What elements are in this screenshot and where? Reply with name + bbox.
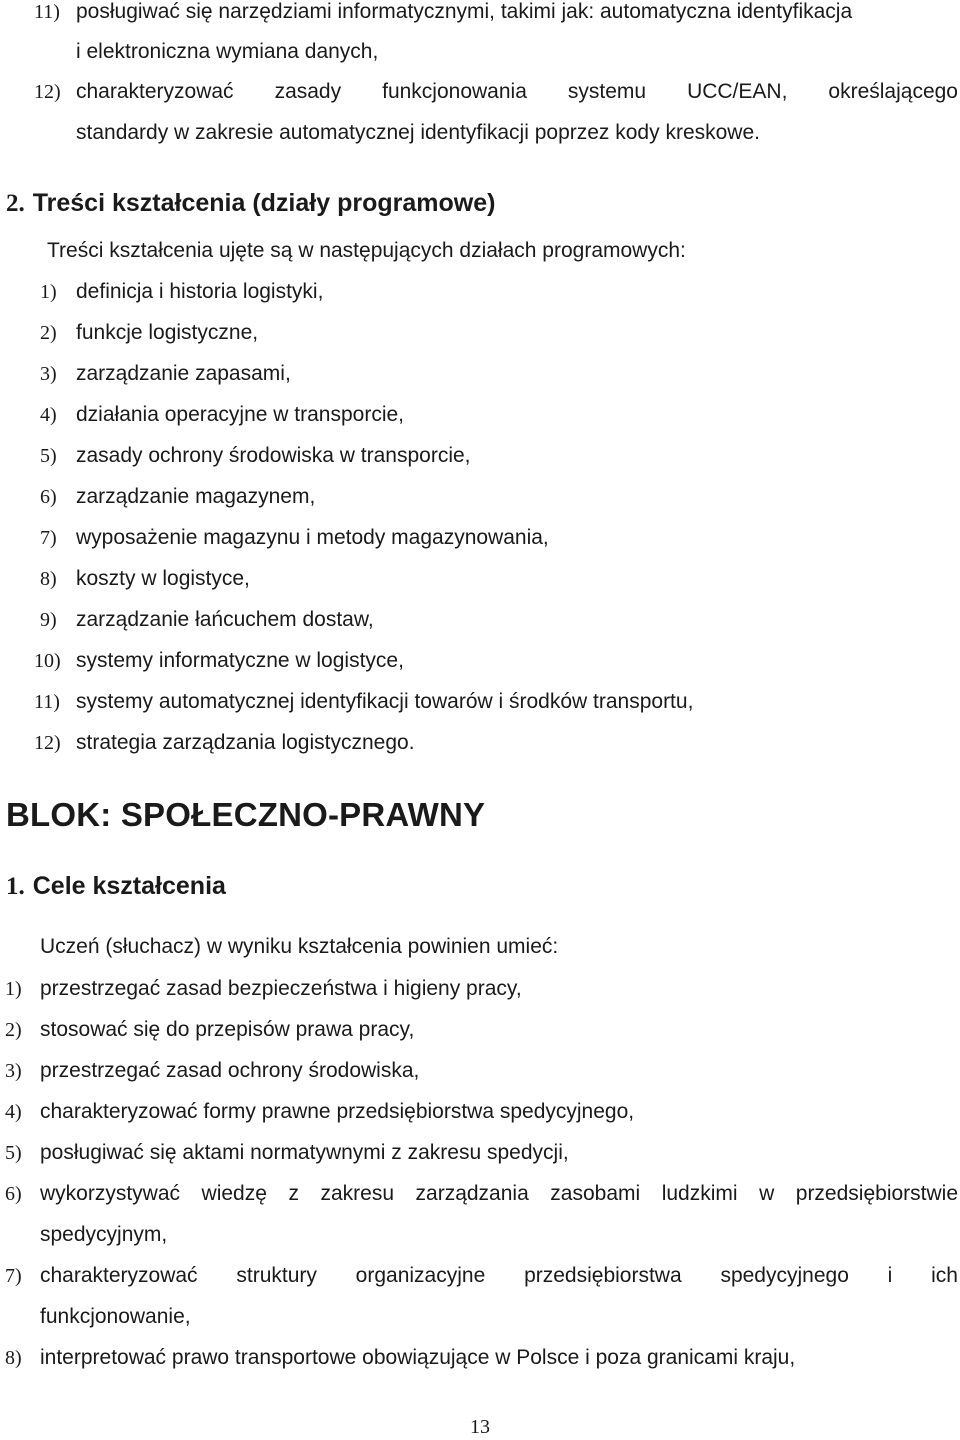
list-item: działania operacyjne w transporcie, <box>76 403 405 426</box>
list-item-line: wykorzystywać wiedzę z zakresu zarządzania zasobami ludzkimi w przedsiębiorstwie <box>40 1182 958 1205</box>
list-item: funkcje logistyczne, <box>76 321 259 344</box>
list-item-number: 3) <box>5 1060 22 1082</box>
block-heading: BLOK: SPOŁECZNO-PRAWNY <box>6 796 486 833</box>
section-number: 1. <box>6 873 25 900</box>
list-item: przestrzegać zasad ochrony środowiska, <box>40 1059 420 1082</box>
list-item: systemy automatycznej identyfikacji towarów i środków transportu, <box>76 690 694 713</box>
list-item-number: 2) <box>40 322 57 344</box>
list-item-number: 6) <box>5 1183 22 1205</box>
list-item-number: 5) <box>5 1142 22 1164</box>
list-item: zarządzanie magazynem, <box>76 485 316 508</box>
list-item-number: 10) <box>34 650 61 672</box>
list-item: posługiwać się aktami normatywnymi z zakresu spedycji, <box>40 1141 569 1164</box>
list-item-line: spedycyjnym, <box>40 1223 168 1246</box>
list-item-number: 9) <box>40 609 57 631</box>
list-item: wyposażenie magazynu i metody magazynowania, <box>76 526 549 549</box>
list-item: systemy informatyczne w logistyce, <box>76 649 404 672</box>
section-heading <box>6 871 226 902</box>
list-item-text <box>76 0 958 25</box>
list-item: zarządzanie zapasami, <box>76 362 291 385</box>
list-item-number: 8) <box>40 568 57 590</box>
list-item-number: 12) <box>34 81 61 103</box>
list-item-number: 4) <box>5 1101 22 1123</box>
list-item: strategia zarządzania logistycznego. <box>76 731 415 754</box>
list-item-line: standardy w zakresie automatycznej identyfikacji poprzez kody kreskowe. <box>76 121 760 144</box>
list-item-number: 7) <box>5 1265 22 1287</box>
list-item-line: funkcjonowanie, <box>40 1305 191 1328</box>
list-item-number: 5) <box>40 445 57 467</box>
list-item-number: 3) <box>40 363 57 385</box>
list-item-line: i elektroniczna wymiana danych, <box>76 40 379 63</box>
list-item-number: 8) <box>5 1347 22 1369</box>
section-title: Treści kształcenia (działy programowe) <box>32 189 496 217</box>
section-heading <box>6 188 495 219</box>
list-item: zarządzanie łańcuchem dostaw, <box>76 608 374 631</box>
list-item-number: 6) <box>40 486 57 508</box>
list-item-number: 2) <box>5 1019 22 1041</box>
list-item: charakteryzować formy prawne przedsiębiorstwa spedycyjnego, <box>40 1100 635 1123</box>
list-item: przestrzegać zasad bezpieczeństwa i higieny pracy, <box>40 977 522 1000</box>
section-number: 2. <box>6 190 25 217</box>
page-number: 13 <box>470 1416 490 1438</box>
list-item-number: 12) <box>34 732 61 754</box>
list-item-number: 1) <box>5 978 22 1000</box>
list-item: definicja i historia logistyki, <box>76 280 324 303</box>
list-item-line: posługiwać się narzędziami informatycznymi, takimi jak: automatyczna identyfikacja <box>76 0 853 23</box>
section-intro: Treści kształcenia ujęte są w następujących działach programowych: <box>47 239 686 262</box>
list-item: zasady ochrony środowiska w transporcie, <box>76 444 471 467</box>
list-item: stosować się do przepisów prawa pracy, <box>40 1018 415 1041</box>
list-item-number: 7) <box>40 527 57 549</box>
list-item: interpretować prawo transportowe obowiązujące w Polsce i poza granicami kraju, <box>40 1346 796 1369</box>
list-item-number: 11) <box>34 1 60 23</box>
list-item-line: charakteryzować zasady funkcjonowania systemu UCC/EAN, określającego <box>76 80 958 103</box>
list-item-line: charakteryzować struktury organizacyjne przedsiębiorstwa spedycyjnego i ich <box>40 1264 958 1287</box>
section-title: Cele kształcenia <box>32 872 226 900</box>
section-intro: Uczeń (słuchacz) w wyniku kształcenia powinien umieć: <box>40 935 559 958</box>
list-item: koszty w logistyce, <box>76 567 250 590</box>
list-item-number: 11) <box>34 691 60 713</box>
list-item-number: 4) <box>40 404 57 426</box>
list-item-number: 1) <box>40 281 57 303</box>
